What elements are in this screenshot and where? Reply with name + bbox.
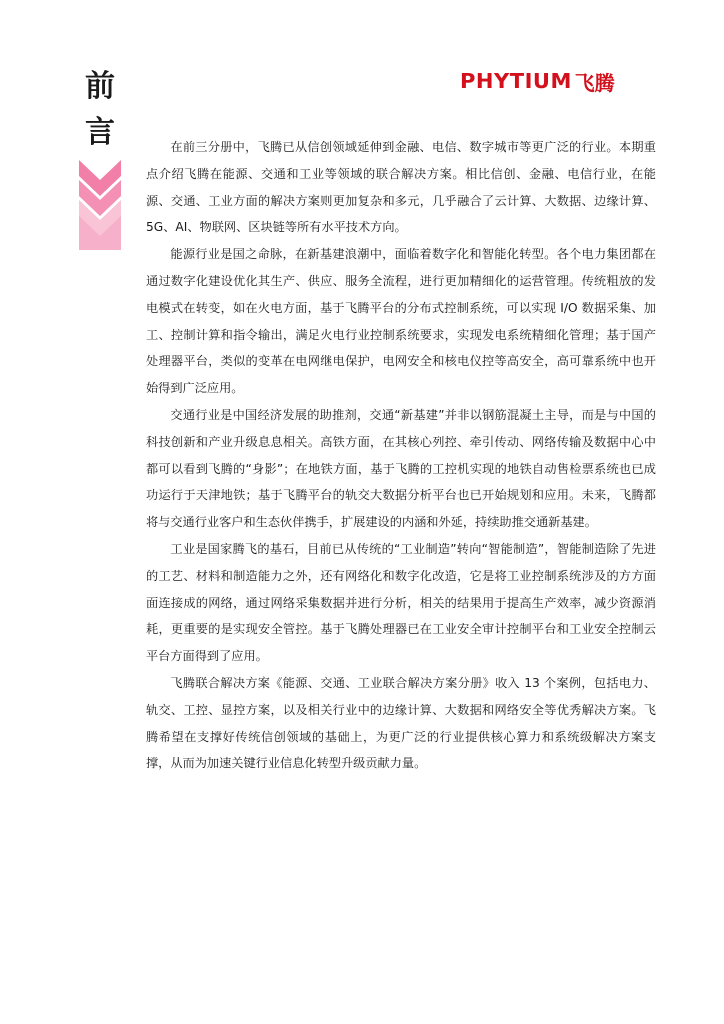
side-title xyxy=(78,64,122,156)
logo-text-cn: 飞腾 xyxy=(574,70,615,95)
paragraph-industry: 工业是国家腾飞的基石，目前已从传统的“工业制造”转向“智能制造”，智能制造除了先进的工艺、材料和制造能力之外，还有网络化和数字化改造，它是将工业控制系统涉及的方方面面连接成的网络，通过网络采集数据并进行分析，相关的结果用于提高生产效率，减少资源消耗，更重要的是实现安全管控。基于飞腾处理器已在工业安全审计控制平台和工业安全控制云平台方面得到了应用。 xyxy=(146,541,656,664)
preface-body xyxy=(146,134,656,777)
paragraph-intro: 在前三分册中，飞腾已从信创领域延伸到金融、电信、数字城市等更广泛的行业。本期重点介绍飞腾在能源、交通和工业等领域的联合解决方案。相比信创、金融、电信行业，在能源、交通、工业方面的解决方案则更加复杂和多元，几乎融合了云计算、大数据、边缘计算、5G、AI、物联网、区块链等所有水平技术方向。 xyxy=(146,140,656,235)
side-title-char-2: 言 xyxy=(85,115,115,150)
paragraph-energy: 能源行业是国之命脉，在新基建浪潮中，面临着数字化和智能化转型。各个电力集团都在通过数字化建设优化其生产、供应、服务全流程，进行更加精细化的运营管理。传统粗放的发电模式在转变，如在火电方面，基于飞腾平台的分布式控制系统，可以实现 I/O 数据采集、加工、控制计算和指令输出，满足火电行业控制系统要求，实现发电系统精细化管理；基于国产处理器平台，类似的变革在电网继电保护，电网安全和核电仪控等高安全，高可靠系统中也开始得到广泛应用。 xyxy=(146,247,656,396)
paragraph-transport: 交通行业是中国经济发展的助推剂，交通“新基建”并非以钢筋混凝土主导，而是与中国的科技创新和产业升级息息相关。高铁方面，在其核心列控、牵引传动、网络传输及数据中心中都可以看到飞腾的“身影”；在地铁方面，基于飞腾的工控机实现的地铁自动售检票系统也已成功运行于天津地铁；基于飞腾平台的轨交大数据分析平台也已开始规划和应用。未来，飞腾都将与交通行业客户和生态伙伴携手，扩展建设的内涵和外延，持续助推交通新基建。 xyxy=(146,407,656,530)
side-title-char-1: 前 xyxy=(85,69,115,104)
chevron-decoration-icon xyxy=(79,160,121,250)
phytium-logo xyxy=(460,66,615,96)
logo-text-en: PHYTIUM xyxy=(460,69,572,93)
paragraph-summary: 飞腾联合解决方案《能源、交通、工业联合解决方案分册》收入 13 个案例，包括电力、轨交、工控、显控方案，以及相关行业中的边缘计算、大数据和网络安全等优秀解决方案。飞腾希望在支撑好传统信创领域的基础上，为更广泛的行业提供核心算力和系统级解决方案支撑，从而为加速关键行业信息化转型升级贡献力量。 xyxy=(146,675,656,771)
